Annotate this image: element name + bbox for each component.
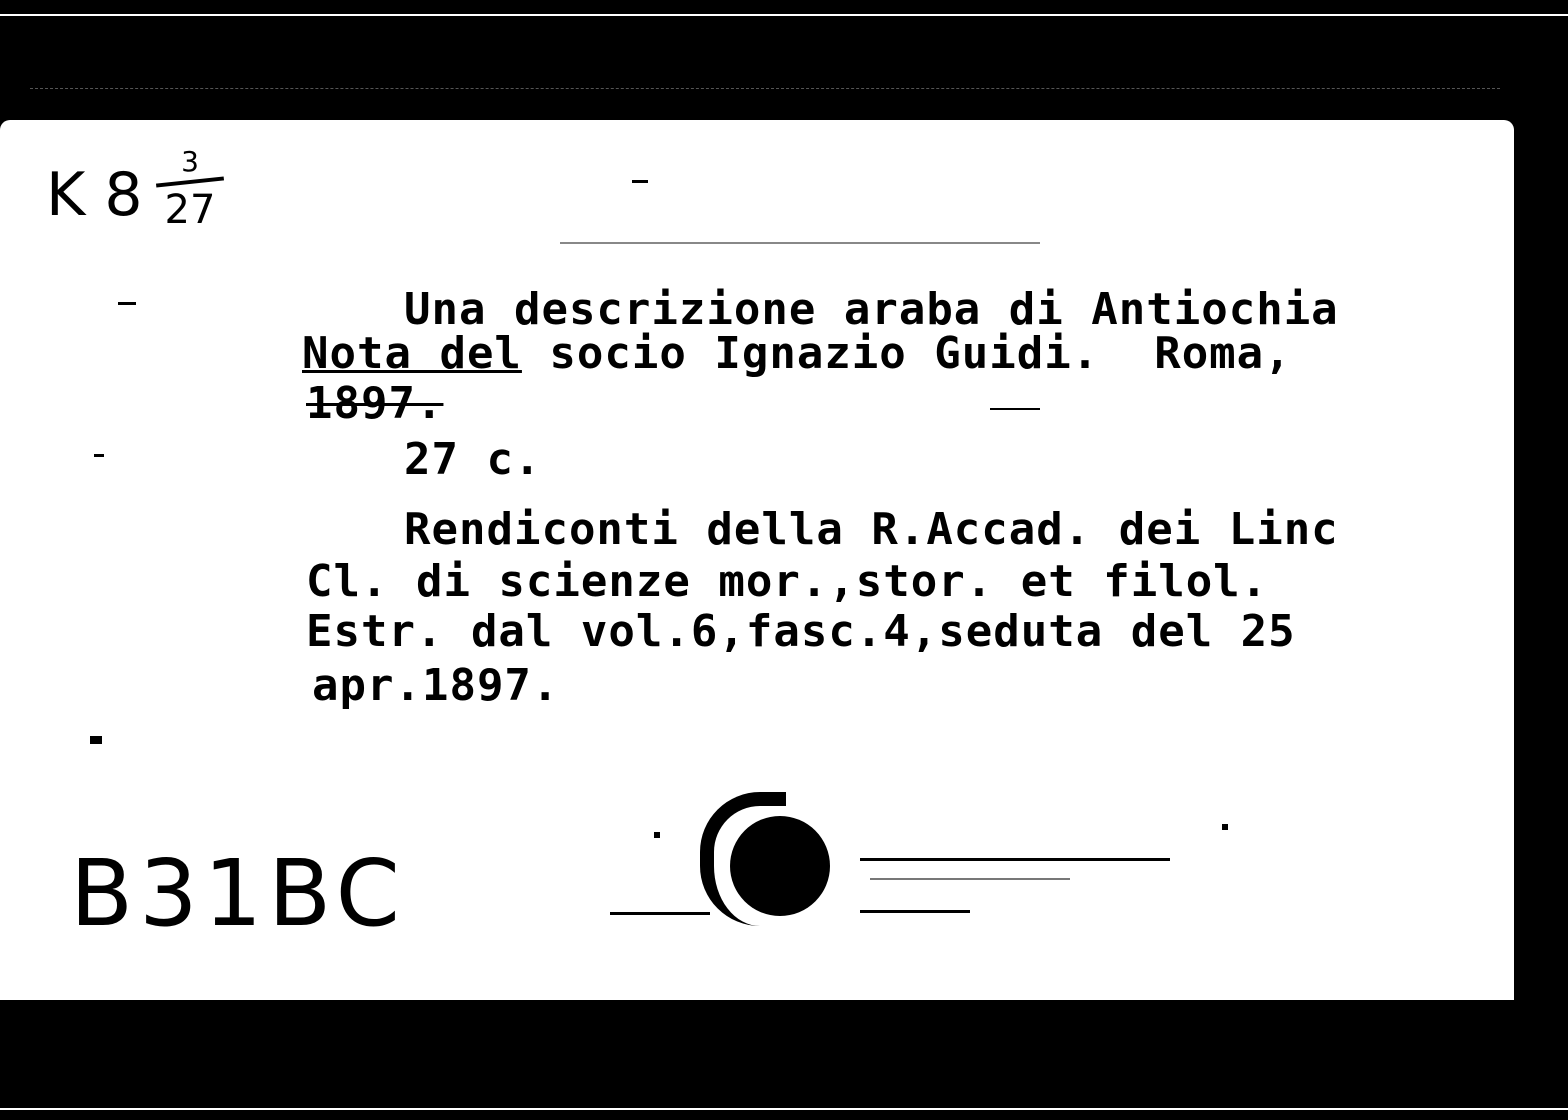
scan-speck [860,858,1170,861]
catalog-card [0,120,1514,1000]
call-number-fraction [150,145,230,233]
scan-speck [90,736,102,744]
year-line: 1897. [306,378,444,429]
title-line-2 [302,328,1292,379]
call-number-fraction-bottom: 27 [164,187,216,233]
scan-speck [610,912,710,915]
series-line-3: Estr. dal vol.6,fasc.4,seduta del 25 [306,606,1296,657]
extent-line: 27 c. [404,434,542,485]
scan-speck [560,242,1040,244]
title-line-1: Una descrizione araba di Antiochia [404,284,1339,335]
call-number-fraction-top: 3 [181,145,199,178]
scan-speck [632,180,648,183]
author-note-rest: socio Ignazio Guidi. Roma, [521,328,1292,379]
scan-speck [1222,824,1228,830]
punch-hole [730,816,830,916]
dotted-rule [30,88,1500,89]
scan-edge-bottom [0,1108,1568,1110]
fraction-bar [156,176,224,187]
series-line-4: apr.1897. [312,660,560,711]
series-line-1: Rendiconti della R.Accad. dei Linc [404,504,1339,555]
scan-speck [860,910,970,913]
shelf-mark: B31BC [70,840,406,947]
call-number-prefix: K 8 [46,160,143,230]
scan-speck [990,408,1040,410]
author-note-underlined: Nota del [302,328,522,379]
scan-edge-top [0,14,1568,16]
scan-speck [870,878,1070,880]
scan-speck [94,454,104,457]
scan-speck [118,302,136,305]
series-line-2: Cl. di scienze mor.,stor. et filol. [306,556,1269,607]
scan-speck [654,832,660,838]
